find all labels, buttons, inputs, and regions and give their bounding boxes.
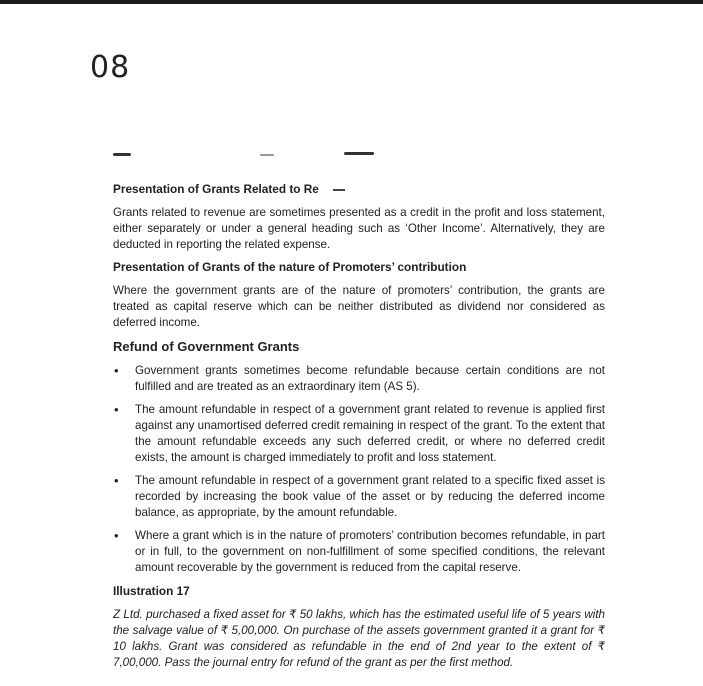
scan-mark-mid <box>260 154 274 156</box>
bullet-icon: • <box>114 363 119 378</box>
scan-mark-heading <box>333 189 345 191</box>
list-item: • The amount refundable in respect of a government grant related to a specific fixed asset is recorded by increasing the book value of the asset or by reducing the deferred income balance, as appropriate, by the amount refundable. <box>114 473 605 519</box>
scan-mark-right <box>344 152 374 155</box>
bullet-icon: • <box>114 473 119 488</box>
list-item: • Where a grant which is in the nature of promoters’ contribution becomes refundable, in part or in full, to the government on non-fulfillment of some specified conditions, the relevant amount recoverable by the government is reduced from the capital reserve. <box>114 528 605 574</box>
list-item: • Government grants sometimes become refundable because certain conditions are not fulfilled and are treated as an extraordinary item (AS 5). <box>114 363 605 393</box>
list-item: • The amount refundable in respect of a government grant related to revenue is applied first against any unamortised deferred credit remaining in respect of the grant. To the extent that the amount refundable exceeds any such deferred credit, or where no deferred credit exists, the amount is charged immediately to profit and loss statement. <box>114 402 605 464</box>
page-label: 08 <box>90 50 131 85</box>
illustration-heading: Illustration 17 <box>113 584 190 598</box>
bullet-icon: • <box>114 402 119 417</box>
illustration-text: Z Ltd. purchased a fixed asset for ₹ 50 lakhs, which has the estimated useful life of 5 years with the salvage value of ₹ 5,00,000. On purchase of the assets government granted it a grant for ₹ 10 lakhs. Grant was considered as refundable in the end of 2nd year to the extent of ₹ 7,00,000. Pass the journal entry for refund of the grant as per the first method. <box>113 608 605 669</box>
scan-mark-left <box>113 153 131 156</box>
paragraph-promoters: Where the government grants are of the nature of promoters’ contribution, the grants are treated as capital reserve which can be neither distributed as dividend nor considered as deferred income. <box>113 284 605 329</box>
refund-bullet-list <box>113 363 605 576</box>
bullet-icon: • <box>114 528 119 543</box>
paragraph-revenue: Grants related to revenue are sometimes presented as a credit in the profit and loss statement, either separately or under a general heading such as ‘Other Income’. Alternatively, they are deducted in reporting the related expense. <box>113 206 605 251</box>
section-heading-revenue: Presentation of Grants Related to Re <box>113 181 605 197</box>
document-body <box>113 181 605 671</box>
top-border <box>0 0 703 4</box>
section-heading-promoters: Presentation of Grants of the nature of Promoters’ contribution <box>113 260 467 274</box>
section-heading-refund: Refund of Government Grants <box>113 339 300 354</box>
